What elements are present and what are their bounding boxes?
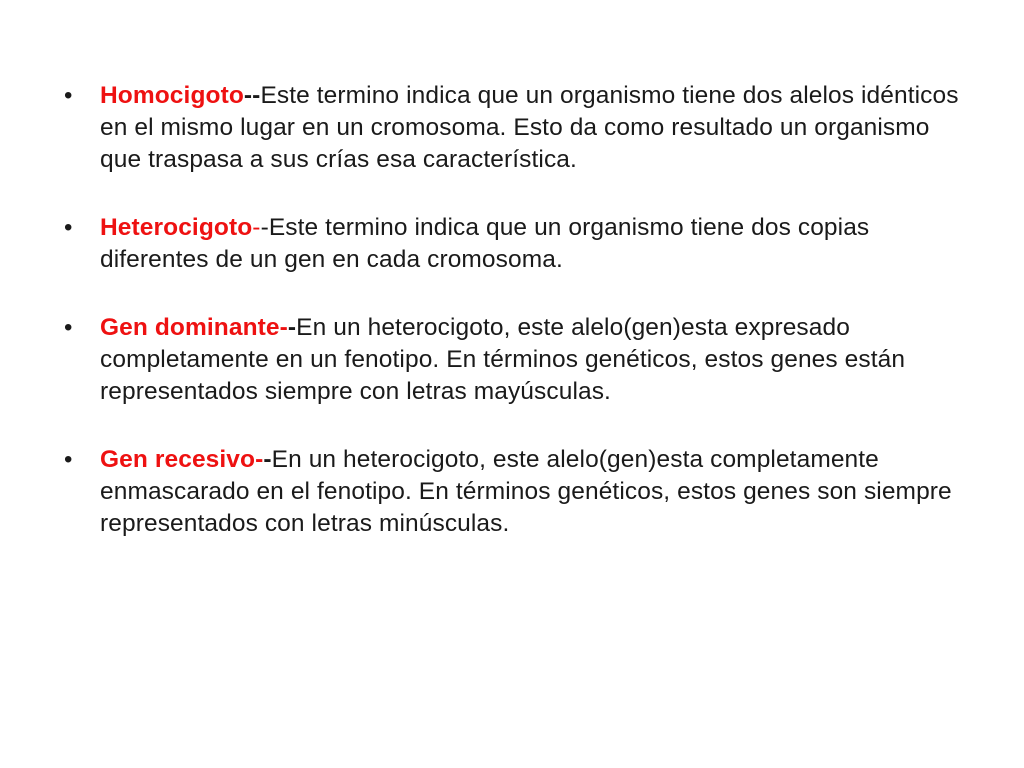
term-homocigoto: Homocigoto [100,82,244,109]
definition-list [64,80,964,576]
term-gen-recesivo: Gen recesivo [100,446,256,473]
definition-gen-dominante: En un heterocigoto, este alelo(gen)esta expresado completamente en un fenotipo. En términos genéticos, estos genes están representados siempre con letras mayúsculas. [100,314,906,405]
bullet-icon: • [64,314,73,341]
list-item-heterocigoto [64,212,964,276]
term-separator-red: - [252,214,261,241]
term-separator: - [287,314,297,341]
list-item-gen-dominante [64,312,964,408]
term-heterocigoto: Heterocigoto [100,214,253,241]
term-separator-red: - [279,314,288,341]
definition-gen-recesivo: En un heterocigoto, este alelo(gen)esta completamente enmascarado en el fenotipo. En términos genéticos, estos genes son siempre representados con letras minúsculas. [100,446,952,537]
term-separator: -- [243,82,261,109]
list-item-homocigoto [64,80,964,176]
term-separator-red: - [255,446,264,473]
bullet-icon: • [64,446,73,473]
list-item-gen-recesivo [64,444,964,540]
definition-heterocigoto: Este termino indica que un organismo tiene dos copias diferentes de un gen en cada cromosoma. [100,214,870,273]
term-gen-dominante: Gen dominante [100,314,280,341]
term-separator: - [263,446,272,473]
term-separator: - [260,214,269,241]
bullet-icon: • [64,214,73,241]
bullet-icon: • [64,82,73,109]
definition-homocigoto: Este termino indica que un organismo tiene dos alelos idénticos en el mismo lugar en un cromosoma. Esto da como resultado un organismo que traspasa a sus crías esa característica. [100,82,959,173]
